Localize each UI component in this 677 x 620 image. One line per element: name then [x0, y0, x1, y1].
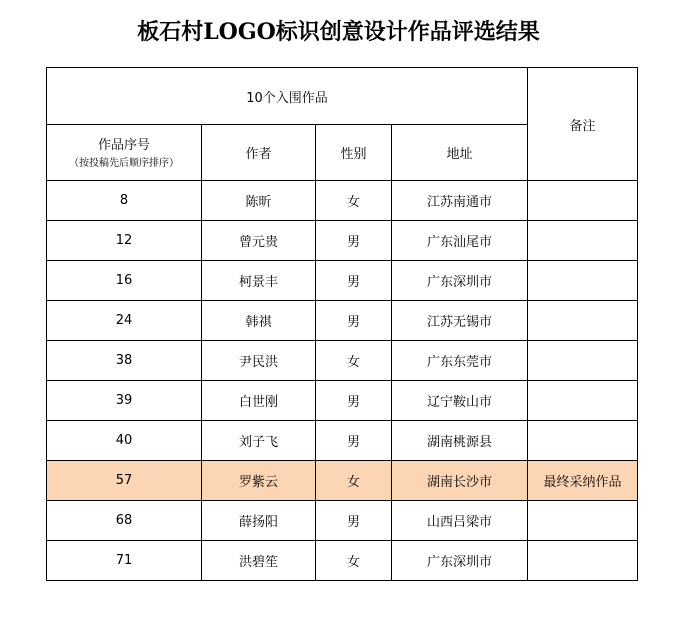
table-row — [47, 501, 638, 541]
group-header: 10个入围作品 — [47, 68, 528, 125]
table-row — [47, 381, 638, 421]
cell-note — [528, 541, 638, 581]
cell-number: 68 — [47, 501, 202, 541]
cell-address: 广东汕尾市 — [392, 221, 528, 261]
cell-author: 柯景丰 — [202, 261, 316, 301]
note-header: 备注 — [528, 68, 638, 181]
cell-note — [528, 421, 638, 461]
table-row — [47, 421, 638, 461]
cell-gender: 女 — [316, 341, 392, 381]
address-header: 地址 — [392, 125, 528, 181]
table-row — [47, 301, 638, 341]
cell-author: 刘子飞 — [202, 421, 316, 461]
table-row — [47, 541, 638, 581]
cell-gender: 男 — [316, 421, 392, 461]
cell-gender: 男 — [316, 261, 392, 301]
cell-note: 最终采纳作品 — [528, 461, 638, 501]
cell-note — [528, 341, 638, 381]
cell-author: 白世刚 — [202, 381, 316, 421]
cell-number: 39 — [47, 381, 202, 421]
cell-author: 曾元贵 — [202, 221, 316, 261]
cell-author: 薛扬阳 — [202, 501, 316, 541]
cell-number: 38 — [47, 341, 202, 381]
cell-address: 山西吕梁市 — [392, 501, 528, 541]
gender-header: 性别 — [316, 125, 392, 181]
cell-address: 广东东莞市 — [392, 341, 528, 381]
cell-note — [528, 261, 638, 301]
cell-address: 辽宁鞍山市 — [392, 381, 528, 421]
author-header: 作者 — [202, 125, 316, 181]
cell-number: 71 — [47, 541, 202, 581]
cell-gender: 女 — [316, 181, 392, 221]
results-table — [46, 67, 638, 581]
cell-number: 12 — [47, 221, 202, 261]
cell-note — [528, 301, 638, 341]
number-header — [47, 125, 202, 181]
table-row — [47, 221, 638, 261]
cell-number: 40 — [47, 421, 202, 461]
cell-address: 广东深圳市 — [392, 541, 528, 581]
cell-gender: 男 — [316, 301, 392, 341]
cell-note — [528, 501, 638, 541]
page-title: 板石村LOGO标识创意设计作品评选结果 — [137, 19, 540, 45]
cell-gender: 男 — [316, 501, 392, 541]
cell-address: 广东深圳市 — [392, 261, 528, 301]
number-header-note: （按投稿先后顺序排序） — [69, 157, 179, 169]
table-row — [47, 261, 638, 301]
cell-gender: 男 — [316, 381, 392, 421]
cell-note — [528, 381, 638, 421]
cell-author: 罗紫云 — [202, 461, 316, 501]
cell-note — [528, 221, 638, 261]
cell-number: 8 — [47, 181, 202, 221]
number-header-label: 作品序号 — [97, 137, 150, 153]
cell-address: 湖南桃源县 — [392, 421, 528, 461]
cell-author: 韩祺 — [202, 301, 316, 341]
cell-number: 24 — [47, 301, 202, 341]
table-row — [47, 181, 638, 221]
cell-author: 尹民洪 — [202, 341, 316, 381]
cell-address: 江苏无锡市 — [392, 301, 528, 341]
cell-address: 江苏南通市 — [392, 181, 528, 221]
cell-number: 57 — [47, 461, 202, 501]
cell-author: 洪碧笙 — [202, 541, 316, 581]
cell-number: 16 — [47, 261, 202, 301]
cell-gender: 男 — [316, 221, 392, 261]
cell-note — [528, 181, 638, 221]
cell-author: 陈昕 — [202, 181, 316, 221]
table-row-highlighted — [47, 461, 638, 501]
cell-address: 湖南长沙市 — [392, 461, 528, 501]
cell-gender: 女 — [316, 541, 392, 581]
cell-gender: 女 — [316, 461, 392, 501]
table-row — [47, 341, 638, 381]
